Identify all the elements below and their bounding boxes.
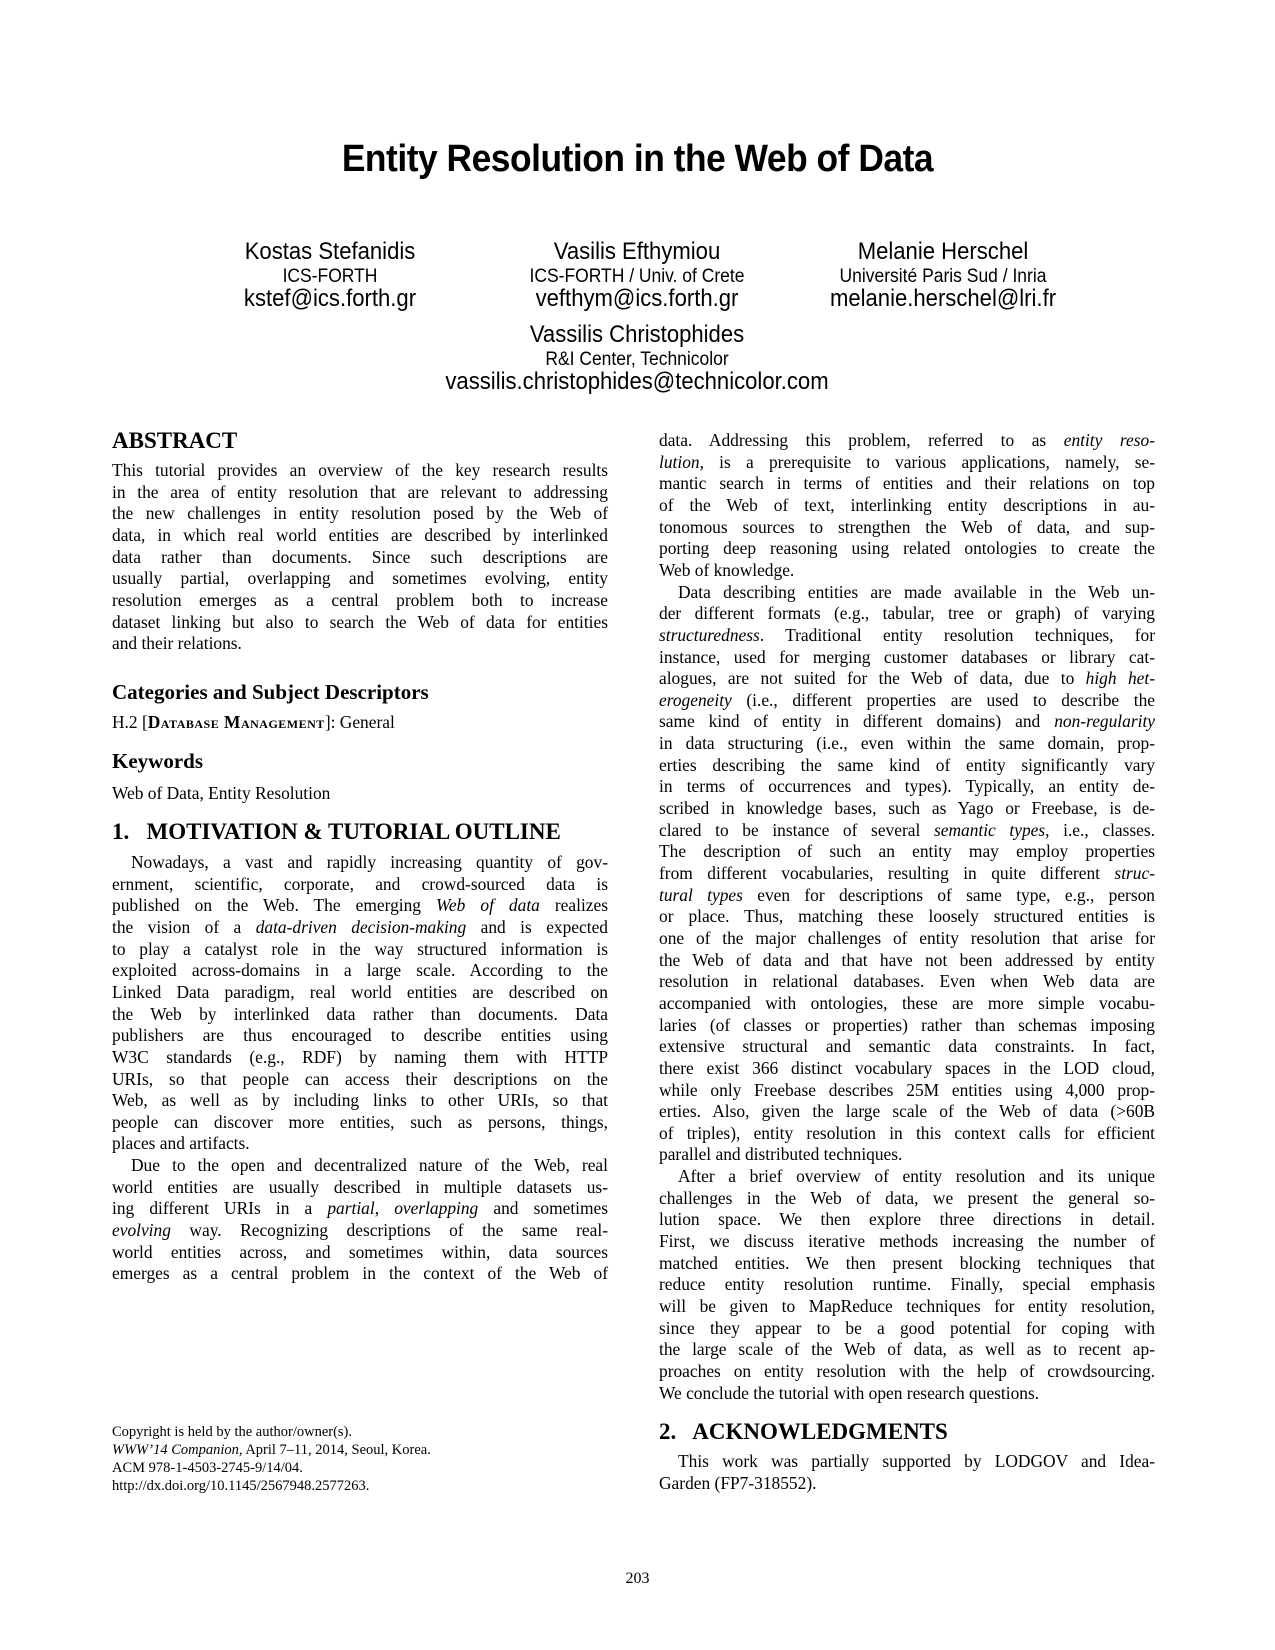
text-line: dataset linking but also to search the Web of data for entities bbox=[112, 611, 608, 632]
text-line: After a brief overview of entity resolution and its unique bbox=[678, 1166, 1155, 1187]
text-line: First, we discuss iterative methods increasing the number of bbox=[659, 1231, 1155, 1252]
text-line: world entities are usually described in multiple datasets us- bbox=[112, 1176, 608, 1197]
text-line: will be given to MapReduce techniques for entity resolution, bbox=[659, 1296, 1155, 1316]
text-line: ernment, scientific, corporate, and crowd-sourced data is bbox=[112, 873, 608, 894]
author-name: Vassilis Christophides bbox=[529, 321, 745, 348]
text-line: from different vocabularies, resulting in quite different struc- bbox=[659, 863, 1155, 883]
text-line: or place. Thus, matching these loosely structured entities is bbox=[659, 906, 1155, 927]
text-line: erties describing the same kind of entity significantly vary bbox=[659, 754, 1155, 775]
text-line: URIs, so that people can access their descriptions on the bbox=[112, 1068, 608, 1089]
text-line: instance, used for merging customer databases or library cat- bbox=[659, 646, 1155, 667]
section-1-heading: 1. MOTIVATION & TUTORIAL OUTLINE bbox=[112, 819, 561, 844]
text-line: lution, is a prerequisite to various applications, namely, se- bbox=[659, 451, 1155, 472]
text-line: resolution in relational databases. Even when Web data are bbox=[659, 971, 1155, 992]
text-line: the new challenges in entity resolution posed by the Web of bbox=[112, 503, 608, 524]
author-affiliation: ICS-FORTH bbox=[282, 266, 378, 287]
text-line: tural types even for descriptions of same type, e.g., person bbox=[659, 884, 1155, 905]
author-affiliation: ICS-FORTH / Univ. of Crete bbox=[529, 266, 745, 287]
text-line: in terms of occurrences and types). Typically, an entity de- bbox=[659, 776, 1155, 797]
text-line: one of the major challenges of entity resolution that arise for bbox=[659, 927, 1155, 948]
text-line: This tutorial provides an overview of the key research results bbox=[112, 460, 608, 480]
text-line: there exist 366 distinct vocabulary spaces in the LOD cloud, bbox=[659, 1057, 1155, 1078]
paper-title: Entity Resolution in the Web of Data bbox=[341, 138, 934, 180]
abstract-heading: ABSTRACT bbox=[112, 428, 238, 453]
text-line: same kind of entity in different domains) and non-regularity bbox=[659, 711, 1155, 732]
text-line: matched entities. We then present blocking techniques that bbox=[659, 1252, 1155, 1273]
text-line: people can discover more entities, such as persons, things, bbox=[112, 1111, 608, 1132]
text-line: erties. Also, given the large scale of the Web of data (>60B bbox=[659, 1101, 1155, 1122]
text-line: accompanied with ontologies, these are more simple vocabu- bbox=[659, 992, 1155, 1013]
text-line: erogeneity (i.e., different properties are used to describe the bbox=[659, 689, 1155, 710]
author-email: vassilis.christophides@technicolor.com bbox=[445, 368, 829, 395]
author-email: vefthym@ics.forth.gr bbox=[535, 285, 739, 312]
text-line: proaches on entity resolution with the help of crowdsourcing. bbox=[659, 1360, 1155, 1381]
text-line: Nowadays, a vast and rapidly increasing quantity of gov- bbox=[131, 852, 608, 872]
section-2-heading: 2. ACKNOWLEDGMENTS bbox=[659, 1419, 948, 1444]
keywords-text: Web of Data, Entity Resolution bbox=[112, 783, 331, 803]
text-line: to play a catalyst role in the way structured information is bbox=[112, 938, 608, 959]
author-email: melanie.herschel@lri.fr bbox=[829, 285, 1057, 312]
text-line: data. Addressing this problem, referred to as entity reso- bbox=[659, 430, 1155, 450]
categories-heading: Categories and Subject Descriptors bbox=[112, 680, 429, 704]
text-line: tonomous sources to strengthen the Web of data, and sup- bbox=[659, 516, 1155, 537]
text-line: Linked Data paradigm, real world entities are described on bbox=[112, 981, 608, 1002]
text-line: Garden (FP7-318552). bbox=[659, 1472, 817, 1493]
right-column bbox=[659, 0, 1155, 1650]
author-email: kstef@ics.forth.gr bbox=[243, 285, 417, 312]
text-line: laries (of classes or properties) rather than schemas imposing bbox=[659, 1014, 1155, 1035]
author-name: Vasilis Efthymiou bbox=[553, 238, 721, 265]
text-line: This work was partially supported by LODGOV and Idea- bbox=[678, 1451, 1155, 1471]
text-line: der different formats (e.g., tabular, tree or graph) of varying bbox=[659, 603, 1155, 624]
text-line: lution space. We then explore three directions in detail. bbox=[659, 1209, 1155, 1230]
text-line: the Web of data and that have not been addressed by entity bbox=[659, 949, 1155, 970]
text-line: reduce entity resolution runtime. Finally, special emphasis bbox=[659, 1274, 1155, 1295]
text-line: published on the Web. The emerging Web of data realizes bbox=[112, 895, 608, 916]
venue-info: WWW’14 Companion, April 7–11, 2014, Seoul, Korea. bbox=[112, 1442, 431, 1458]
text-line: and their relations. bbox=[112, 633, 242, 654]
author-affiliation: R&I Center, Technicolor bbox=[545, 349, 729, 370]
text-line: The description of such an entity may employ properties bbox=[659, 841, 1155, 862]
text-line: the Web by interlinked data rather than documents. Data bbox=[112, 1003, 608, 1024]
left-column bbox=[112, 0, 608, 1650]
text-line: We conclude the tutorial with open research questions. bbox=[659, 1382, 1040, 1403]
text-line: Due to the open and decentralized nature of the Web, real bbox=[131, 1155, 608, 1176]
text-line: clared to be instance of several semantic types, i.e., classes. bbox=[659, 819, 1155, 840]
text-line: data, in which real world entities are described by interlinked bbox=[112, 524, 608, 545]
text-line: parallel and distributed techniques. bbox=[659, 1144, 903, 1165]
text-line: emerges as a central problem in the context of the Web of bbox=[112, 1263, 608, 1284]
copyright-notice: Copyright is held by the author/owner(s). bbox=[112, 1424, 353, 1440]
text-line: evolving way. Recognizing descriptions of the same real- bbox=[112, 1220, 608, 1241]
keywords-heading: Keywords bbox=[112, 749, 203, 773]
text-line: since they appear to be a good potential for coping with bbox=[659, 1317, 1155, 1338]
text-line: of the Web of text, interlinking entity descriptions in au- bbox=[659, 494, 1155, 515]
doi-link[interactable]: http://dx.doi.org/10.1145/2567948.2577263. bbox=[112, 1478, 370, 1494]
text-line: in the area of entity resolution that are relevant to addressing bbox=[112, 481, 608, 502]
text-line: while only Freebase describes 25M entities using 4,000 prop- bbox=[659, 1079, 1155, 1100]
text-line: W3C standards (e.g., RDF) by naming them with HTTP bbox=[112, 1046, 608, 1067]
text-line: the large scale of the Web of data, as well as to recent ap- bbox=[659, 1339, 1155, 1360]
author-affiliation: Université Paris Sud / Inria bbox=[839, 266, 1047, 287]
text-line: resolution emerges as a central problem both to increase bbox=[112, 589, 608, 610]
categories-text: H.2 [Database Management]: General bbox=[112, 712, 395, 732]
text-line: usually partial, overlapping and sometimes evolving, entity bbox=[112, 568, 608, 589]
text-line: publishers are thus encouraged to describe entities using bbox=[112, 1025, 608, 1046]
text-line: alogues, are not suited for the Web of data, due to high het- bbox=[659, 668, 1155, 689]
text-line: data rather than documents. Since such descriptions are bbox=[112, 546, 608, 567]
text-line: exploited across-domains in a large scale. According to the bbox=[112, 960, 608, 981]
text-line: Web, as well as by including links to other URIs, so that bbox=[112, 1090, 608, 1111]
acm-isbn: ACM 978-1-4503-2745-9/14/04. bbox=[112, 1460, 303, 1476]
text-line: ing different URIs in a partial, overlapping and sometimes bbox=[112, 1198, 608, 1219]
text-line: Data describing entities are made available in the Web un- bbox=[678, 581, 1155, 602]
text-line: structuredness. Traditional entity resolution techniques, for bbox=[659, 624, 1155, 645]
text-line: in data structuring (i.e., even within the same domain, prop- bbox=[659, 733, 1155, 754]
text-line: mantic search in terms of entities and their relations on top bbox=[659, 473, 1155, 494]
text-line: of triples), entity resolution in this context calls for efficient bbox=[659, 1122, 1155, 1143]
author-name: Melanie Herschel bbox=[857, 238, 1029, 265]
text-line: Web of knowledge. bbox=[659, 559, 795, 580]
page-number: 203 bbox=[625, 1570, 650, 1587]
author-name: Kostas Stefanidis bbox=[244, 238, 416, 265]
text-line: challenges in the Web of data, we present the general so- bbox=[659, 1187, 1155, 1208]
text-line: scribed in knowledge bases, such as Yago or Freebase, is de- bbox=[659, 798, 1155, 819]
category-name: Database Management bbox=[147, 712, 325, 732]
text-line: extensive structural and semantic data constraints. In fact, bbox=[659, 1036, 1155, 1057]
text-line: the vision of a data-driven decision-making and is expected bbox=[112, 916, 608, 937]
text-line: porting deep reasoning using related ontologies to create the bbox=[659, 538, 1155, 559]
text-line: places and artifacts. bbox=[112, 1133, 250, 1154]
text-line: world entities across, and sometimes within, data sources bbox=[112, 1241, 608, 1262]
